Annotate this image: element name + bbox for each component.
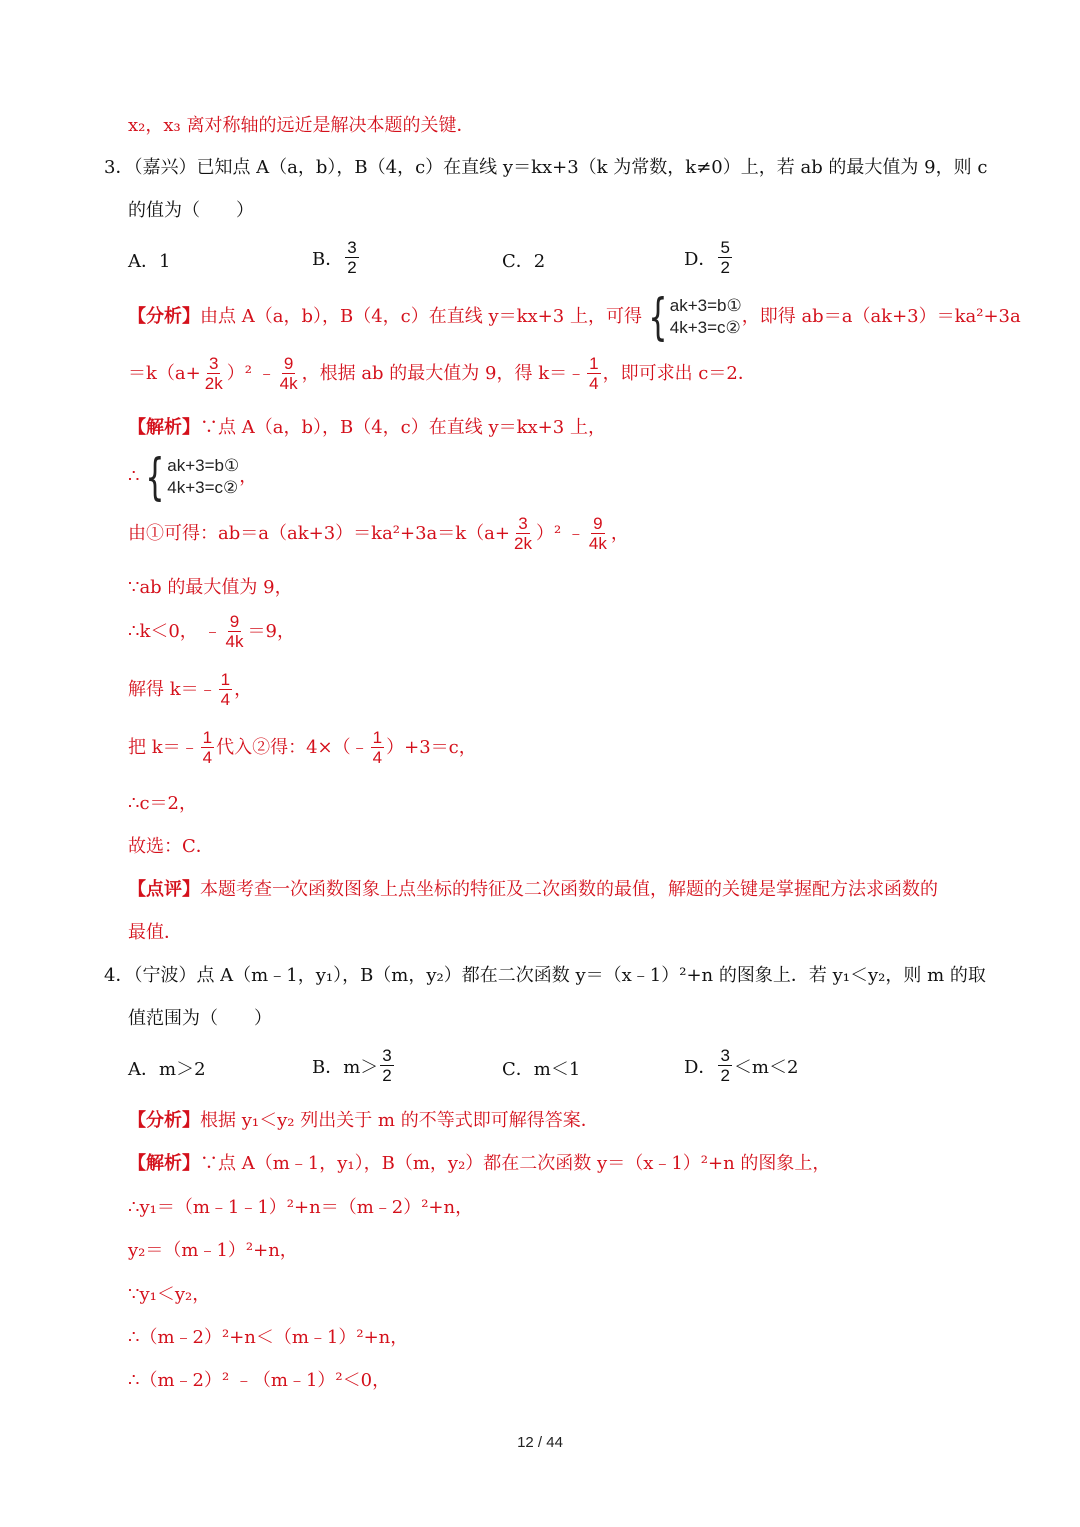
fraction-denominator: 4 [589, 374, 599, 393]
q3-stem-line2: 的值为（ ） [128, 200, 254, 221]
fraction-denominator: 4 [202, 748, 213, 767]
text-segment: ，即可求出 c＝2． [602, 362, 756, 384]
text-segment: ）² ﹣ [535, 522, 585, 544]
fraction-numerator: 1 [372, 728, 383, 747]
fraction-numerator: 5 [720, 238, 730, 257]
q3-analysis-text-a: 由点 A（a，b），B（4，c）在直线 y＝kx+3 上，可得 [200, 306, 642, 327]
text-segment: ）² ﹣ [226, 362, 276, 384]
fraction-numerator: 3 [347, 238, 357, 257]
q3-c-equals: ∴c＝2， [128, 793, 197, 814]
fraction [203, 354, 225, 393]
fraction-denominator: 4k [588, 534, 607, 553]
text-segment: ∴k＜0， ﹣ [128, 620, 222, 642]
fraction [278, 354, 300, 393]
q3-option-b [312, 238, 361, 277]
fraction-numerator: 3 [208, 354, 219, 373]
q4-solution-line3: y₂＝（m﹣1）²+n， [128, 1240, 298, 1261]
fraction-denominator: 4k [279, 374, 298, 393]
fraction [224, 612, 246, 651]
left-brace-icon: { [145, 448, 165, 506]
fraction-numerator: 9 [283, 354, 294, 373]
q4-analysis [128, 1109, 599, 1133]
text-segment: 本题考查一次函数图象上点坐标的特征及二次函数的最值，解题的关键是掌握配方法求函数的 [200, 879, 938, 900]
text-segment: ）+3＝c， [386, 736, 477, 758]
q4-option-b [312, 1046, 396, 1085]
q4-option-d-label: D． [684, 1056, 717, 1078]
fraction-numerator: 1 [220, 670, 231, 689]
solution-tag: 【解析】 [128, 417, 200, 438]
q3-option-a: A．1 [128, 251, 171, 272]
q3-option-d [684, 238, 734, 277]
q4-option-b-label: B．m＞ [312, 1056, 379, 1078]
q3-solve-k [128, 670, 252, 709]
fraction-denominator: 2k [514, 534, 532, 553]
q4-stem-line2: 值范围为（ ） [128, 1008, 272, 1029]
q3-analysis-text-b: ，即得 ab＝a（ak+3）＝ka²+3a [741, 306, 1021, 327]
q4-option-b-fraction [380, 1046, 393, 1085]
q3-comment-line1 [128, 878, 938, 902]
q2-tail: x₂，x₃ 离对称轴的远近是解决本题的关键． [128, 115, 475, 136]
system-row-2: 4k+3=c② [669, 318, 741, 337]
q4-solution-line4: ∵y₁＜y₂， [128, 1284, 211, 1305]
q4-option-d-tail: ＜m＜2 [733, 1056, 799, 1078]
q4-stem-text: （宁波）点 A（m﹣1，y₁），B（m，y₂）都在二次函数 y＝（x﹣1）²+n 的图象上．若 y₁＜y₂，则 m 的取 [133, 965, 986, 986]
text-segment: ＝k（a+ [128, 362, 201, 384]
analysis-tag: 【分析】 [128, 306, 200, 327]
q4-option-d-fraction [718, 1046, 731, 1085]
fraction-denominator: 4 [220, 690, 231, 709]
fraction-numerator: 1 [589, 354, 599, 373]
system-row-2: 4k+3=c② [167, 478, 239, 497]
system-row-1: ak+3=b① [167, 456, 240, 475]
q4-solution-line1 [128, 1152, 830, 1176]
q4-number: 4． [104, 965, 134, 986]
fraction-numerator: 3 [518, 514, 528, 533]
fraction [587, 354, 600, 393]
q4-solution-line6: ∴（m﹣2）² ﹣（m﹣1）²＜0， [128, 1370, 391, 1391]
fraction-denominator: 4 [372, 748, 383, 767]
comment-tag: 【点评】 [128, 879, 200, 900]
q3-stem-line1 [104, 156, 987, 180]
q3-equation-system [642, 288, 742, 346]
q3-comment-line2: 最值． [128, 922, 182, 943]
q3-option-b-label: B． [312, 248, 344, 270]
q3-equation-system-2 [139, 448, 240, 506]
fraction-numerator: 3 [382, 1046, 392, 1065]
fraction-numerator: 3 [720, 1046, 730, 1065]
fraction-denominator: 2 [720, 1066, 730, 1085]
q3-option-d-fraction [718, 238, 731, 277]
system-row-1: ak+3=b① [669, 296, 742, 315]
therefore-symbol: ∴ [128, 466, 140, 487]
fraction-numerator: 9 [593, 514, 603, 533]
q3-k-negative [128, 612, 295, 651]
q4-stem-line1 [104, 964, 986, 988]
q4-solution-line5: ∴（m﹣2）²+n＜（m﹣1）²+n， [128, 1327, 409, 1348]
fraction [371, 728, 384, 767]
text-segment: ， [610, 522, 629, 544]
fraction-numerator: 9 [229, 612, 240, 631]
text-segment: 代入②得：4×（﹣ [216, 736, 369, 758]
fraction-denominator: 2 [720, 258, 730, 277]
q4-option-a: A．m＞2 [128, 1059, 206, 1080]
text-segment: 由①可得：ab＝a（ak+3）＝ka²+3a＝k（a+ [128, 522, 510, 544]
q3-choice: 故选：C． [128, 836, 214, 857]
text-segment: 把 k＝﹣ [128, 736, 199, 758]
q3-option-b-fraction [345, 238, 358, 277]
fraction-denominator: 4k [225, 632, 244, 651]
q4-option-d [684, 1046, 798, 1085]
page-number: 12 / 44 [517, 1434, 563, 1451]
fraction [512, 514, 534, 553]
text-segment: 根据 y₁＜y₂ 列出关于 m 的不等式即可解得答案． [200, 1110, 599, 1131]
text-segment: ，根据 ab 的最大值为 9，得 k＝﹣ [301, 362, 586, 384]
left-brace-icon: { [648, 288, 668, 346]
q3-system-line [128, 448, 258, 506]
q3-analysis-line2 [128, 354, 756, 393]
q3-solution-line1 [128, 416, 606, 440]
q4-option-c: C．m＜1 [502, 1059, 581, 1080]
text-segment: ， [234, 678, 253, 700]
q3-substitute [128, 728, 477, 767]
q3-number: 3． [104, 157, 134, 178]
fraction [219, 670, 232, 709]
q3-since-max: ∵ab 的最大值为 9， [128, 577, 293, 598]
text-segment: ∵点 A（a，b），B（4，c）在直线 y＝kx+3 上， [200, 417, 606, 438]
q3-option-c: C．2 [502, 251, 546, 272]
q3-stem-text: （嘉兴）已知点 A（a，b），B（4，c）在直线 y＝kx+3（k 为常数，k≠0）上，若 ab 的最大值为 9，则 c [133, 157, 988, 178]
q4-solution-line2: ∴y₁＝（m﹣1﹣1）²+n＝（m﹣2）²+n， [128, 1197, 474, 1218]
fraction [587, 514, 609, 553]
text-segment: ∵点 A（m﹣1，y₁），B（m，y₂）都在二次函数 y＝（x﹣1）²+n 的图象上， [200, 1153, 831, 1174]
fraction [201, 728, 214, 767]
fraction-denominator: 2k [204, 374, 223, 393]
text-segment: 解得 k＝﹣ [128, 678, 217, 700]
solution-tag: 【解析】 [128, 1153, 200, 1174]
q3-analysis-line1 [128, 288, 1021, 346]
fraction-denominator: 2 [382, 1066, 392, 1085]
q3-from-eq1 [128, 514, 629, 553]
fraction-denominator: 2 [347, 258, 357, 277]
q3-option-d-label: D． [684, 248, 717, 270]
fraction-numerator: 1 [202, 728, 213, 747]
analysis-tag: 【分析】 [128, 1110, 200, 1131]
text-segment: ， [239, 466, 258, 487]
text-segment: ＝9， [247, 620, 295, 642]
